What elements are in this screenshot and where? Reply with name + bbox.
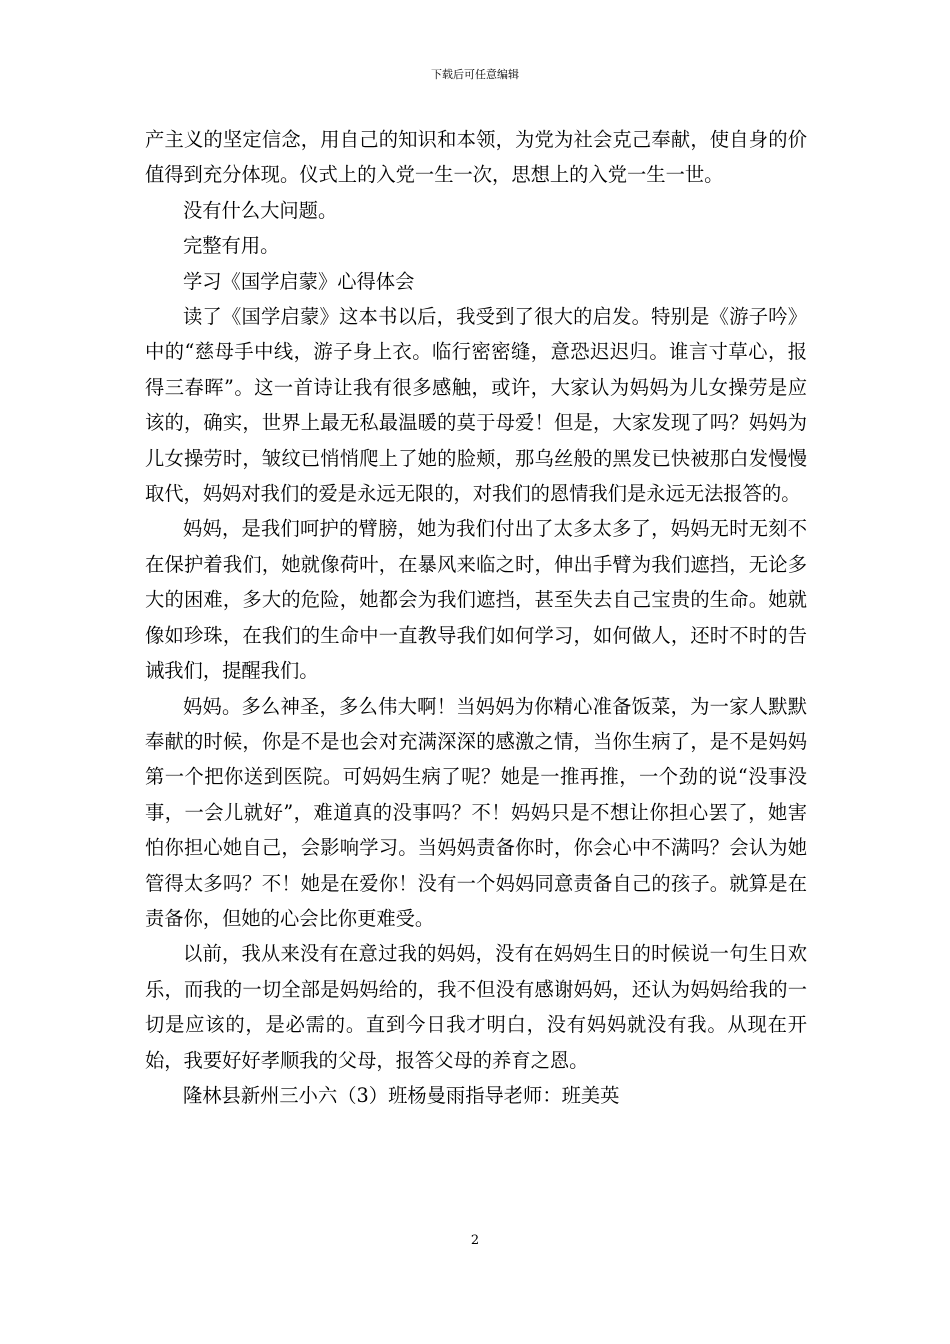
paragraph-comment-1: 没有什么大问题。	[183, 198, 338, 222]
essay-paragraph-3: 妈妈。多么神圣，多么伟大啊！当妈妈为你精心准备饭菜，为一家人默默奉献的时候，你是不是也会对充满深深的感激之情，当你生病了，是不是妈妈第一个把你送到医院。可妈妈生病了呢？她是一推再推，一个劲的说“没事没事，一会儿就好”，难道真的没事吗？不！妈妈只是不想让你担心罢了，她害怕你担心她自己，会影响学习。当妈妈责备你时，你会心中不满吗？会认为她管得太多吗？不！她是在爱你！没有一个妈妈同意责备自己的孩子。就算是在责备你，但她的心会比你更难受。	[145, 694, 807, 930]
essay-paragraph-1: 读了《国学启蒙》这本书以后，我受到了很大的启发。特别是《游子吟》中的“慈母手中线，游子身上衣。临行密密缝，意恐迟迟归。谁言寸草心，报得三春晖”。这一首诗让我有很多感触，或许，大家认为妈妈为儿女操劳是应该的，确实，世界上最无私最温暖的莫于母爱！但是，大家发现了吗？妈妈为儿女操劳时，皱纹已悄悄爬上了她的脸颊，那乌丝般的黑发已快被那白发慢慢取代，妈妈对我们的爱是永远无限的，对我们的恩情我们是永远无法报答的。	[145, 305, 807, 506]
essay-paragraph-2: 妈妈，是我们呵护的臂膀，她为我们付出了太多太多了，妈妈无时无刻不在保护着我们，她就像荷叶，在暴风来临之时，伸出手臂为我们遮挡，无论多大的困难，多大的危险，她都会为我们遮挡，甚至失去自己宝贵的生命。她就像如珍珠，在我们的生命中一直教导我们如何学习，如何做人，还时不时的告诫我们，提醒我们。	[145, 517, 807, 683]
paragraph-continuation: 产主义的坚定信念，用自己的知识和本领，为党为社会克己奉献，使自身的价值得到充分体现。仪式上的入党一生一次，思想上的入党一生一世。	[145, 128, 807, 187]
essay-title: 学习《国学启蒙》心得体会	[183, 269, 415, 293]
essay-paragraph-4: 以前，我从来没有在意过我的妈妈，没有在妈妈生日的时候说一句生日欢乐，而我的一切全部是妈妈给的，我不但没有感谢妈妈，还认为妈妈给我的一切是应该的，是必需的。直到今日我才明白，没有妈妈就没有我。从现在开始，我要好好孝顺我的父母，报答父母的养育之恩。	[145, 942, 807, 1072]
page-number: 2	[470, 1233, 480, 1248]
page-header: 下载后可任意编辑	[431, 68, 519, 81]
paragraph-comment-2: 完整有用。	[183, 234, 280, 258]
author-signature: 隆林县新州三小六（3）班杨曼雨指导老师：班美英	[183, 1083, 620, 1107]
document-body	[145, 122, 807, 1113]
